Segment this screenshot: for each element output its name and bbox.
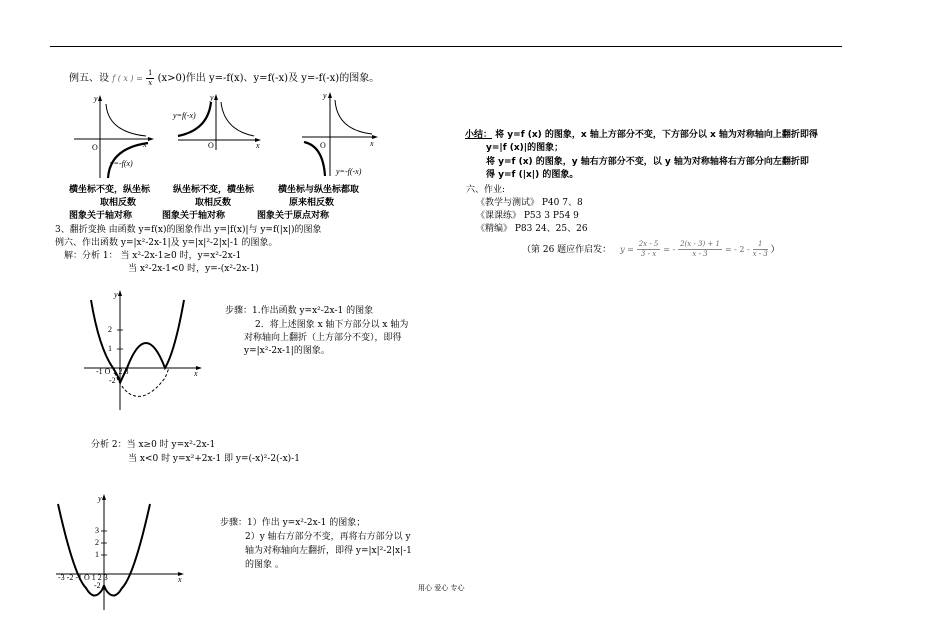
g3-y-label: y — [323, 91, 327, 100]
abs-graph-tick-2: 2 — [108, 325, 112, 334]
example5-f-expr: f ( x ) = — [112, 74, 143, 83]
graph-f-neg-x — [172, 92, 267, 152]
example5-frac-num: 1 — [147, 69, 153, 77]
abs-graph-tick-neg2: -2 — [109, 376, 116, 385]
g3-x-label: x — [370, 139, 374, 148]
hint-eq2: = - 2 - — [724, 245, 750, 254]
hint-suffix: ） — [770, 245, 780, 255]
summary-line1-wrap — [465, 130, 818, 140]
even-graph-tick-3: 3 — [95, 526, 99, 535]
graph-abs-quadratic — [80, 288, 210, 413]
even-graph-tick-2: 2 — [95, 538, 99, 547]
hint-prefix: （第 26 题应作启发： — [522, 245, 612, 255]
hint-frac1-num: 2x - 5 — [638, 240, 659, 248]
analysis2-line2: 当 x<0 时 y=x²+2x-1 即 y=(-x)²-2(-x)-1 — [128, 454, 300, 464]
even-graph-x-ticks: -3 -2 -1 O 1 2 3 — [58, 573, 108, 582]
caption2-line2: 取相反数 — [195, 198, 232, 208]
graph-even-quadratic — [52, 492, 192, 612]
homework-item3: 《精编》 P83 24、25、26 — [476, 224, 588, 234]
example5-line — [69, 69, 379, 88]
hint-frac2 — [678, 240, 722, 259]
summary-line2: y=|f (x)|的图象； — [486, 143, 564, 153]
example5-frac-den: x — [148, 79, 153, 87]
steps1-line4: y=|x²-2x-1|的图象。 — [244, 346, 330, 356]
example5-fraction — [146, 69, 154, 88]
example6-title: 例六、作出函数 y=|x²-2x-1|及 y=|x|²-2|x|-1 的图象。 — [55, 238, 278, 248]
analysis1-line1: 解：分析 1： 当 x²-2x-1≥0 时，y=x²-2x-1 — [64, 251, 242, 261]
steps2-line2: 2）y 轴右方部分不变，再将右方部分以 y — [245, 532, 411, 542]
caption2-line1: 纵坐标不变，横坐标 — [173, 185, 255, 195]
steps1-line1: 步骤：1.作出函数 y=x²-2x-1 的图象 — [225, 306, 374, 316]
analysis2-line1: 分析 2：当 x≥0 时 y=x²-2x-1 — [91, 440, 216, 450]
steps1-line3: 对称轴向上翻折（上方部分不变），即得 — [244, 333, 402, 343]
caption3-line3: 图象关于原点对称 — [257, 211, 330, 221]
hint-frac2-den: x - 3 — [692, 250, 708, 258]
caption1-line3: 图象关于轴对称 — [69, 211, 133, 221]
steps2-line4: 的图象 。 — [245, 560, 284, 570]
top-rule — [50, 46, 842, 47]
caption1-line2: 取相反数 — [100, 198, 137, 208]
caption3-line1: 横坐标与纵坐标都取 — [278, 185, 360, 195]
steps1-line2: 2．将上述图象 x 轴下方部分以 x 轴为 — [255, 320, 409, 330]
graph-neg-f — [70, 92, 160, 182]
analysis1-line2: 当 x²-2x-1<0 时，y=-(x²-2x-1) — [128, 264, 259, 274]
abs-graph-y-label: y — [114, 290, 118, 299]
g2-x-label: x — [256, 141, 260, 150]
summary-label: 小结： — [465, 130, 493, 140]
g1-y-label: y — [94, 94, 98, 103]
caption1-line1: 横坐标不变，纵坐标 — [69, 185, 151, 195]
g3-origin: O — [320, 141, 326, 150]
hint-frac3-num: 1 — [753, 240, 768, 250]
steps2-line3: 轴为对称轴向左翻折，即得 y=|x|²-2|x|-1 — [245, 546, 412, 556]
homework-title: 六、作业: — [466, 185, 506, 195]
abs-graph-tick-1: 1 — [108, 344, 112, 353]
steps2-line1: 步骤：1）作出 y=x²-2x-1 的图象； — [220, 518, 366, 528]
even-graph-tick-1: 1 — [95, 550, 99, 559]
even-graph-tick-neg2: -2 — [94, 581, 101, 590]
hint-frac1-den: 3 - x — [640, 250, 657, 258]
page-footer: 用心 爱心 专心 — [418, 584, 465, 592]
g1-origin: O — [92, 143, 98, 152]
caption2-line3: 图象关于轴对称 — [162, 211, 226, 221]
homework-item1: 《教学与测试》 P40 7、8 — [476, 198, 583, 208]
even-graph-x-label: x — [178, 575, 182, 584]
g1-curve-label: y=-f(x) — [110, 159, 133, 168]
hint-frac3-den: x - 3 — [752, 250, 768, 258]
hint-frac2-num: 2(x - 3) + 1 — [680, 240, 720, 248]
hint-eq1: = - — [663, 245, 676, 254]
section3-title: 3、翻折变换 由函数 y=f(x)的图象作出 y=|f(x)|与 y=f(|x|)的图象 — [55, 225, 322, 235]
hint-frac3 — [753, 240, 768, 259]
g2-y-label: y — [210, 93, 214, 102]
summary-line1: 将 y=f (x) 的图象，x 轴上方部分不变，下方部分以 x 轴为对称轴向上翻折即得 — [495, 130, 818, 140]
summary-line4: 得 y=f (|x|) 的图象。 — [486, 170, 579, 180]
abs-graph-x-label: x — [194, 369, 198, 378]
summary-line3: 将 y=f (x) 的图象，y 轴右方部分不变，以 y 轴为对称轴将右方部分向左翻折即 — [486, 157, 809, 167]
g2-curve-label: y=f(-x) — [173, 111, 196, 120]
even-graph-y-label: y — [98, 494, 102, 503]
abs-graph-x-ticks: -1 O 1 2 3 — [96, 367, 129, 376]
g2-origin: O — [208, 141, 214, 150]
example5-prefix: 例五、设 — [69, 73, 109, 84]
g3-curve-label: y=-f(-x) — [336, 167, 362, 176]
homework-hint — [522, 240, 780, 259]
graph-neg-f-neg-x — [298, 88, 383, 180]
g1-x-label: x — [143, 140, 147, 149]
example5-suffix: (x>0)作出 y=-f(x)、y=f(-x)及 y=-f(-x)的图象。 — [157, 73, 380, 84]
caption3-line2: 原来相反数 — [289, 198, 335, 208]
hint-y: y = — [620, 245, 634, 254]
homework-item2: 《课课练》 P53 3 P54 9 — [476, 211, 579, 221]
hint-frac1 — [637, 240, 661, 259]
